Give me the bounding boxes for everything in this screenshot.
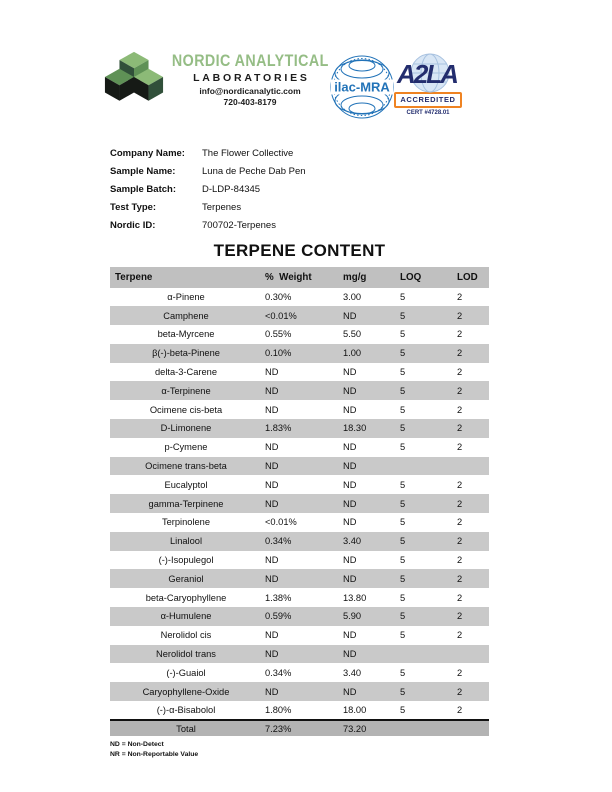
footnotes (110, 740, 198, 760)
terpene-name-cell: beta-Myrcene (157, 329, 215, 340)
weight-cell: ND (262, 569, 340, 588)
terpene-name-cell: Nerolidol cis (160, 630, 212, 641)
mgg-cell: ND (340, 306, 397, 325)
table-row (110, 457, 489, 476)
weight-cell: 0.34% (262, 532, 340, 551)
table-row (110, 607, 489, 626)
weight-cell: 1.80% (265, 704, 292, 715)
a2la-mark: A2LA (397, 59, 457, 89)
lab-phone: 720-403-8179 (223, 97, 277, 107)
info-field-label: Nordic ID: (110, 220, 156, 231)
table-row (110, 325, 489, 344)
weight-cell: ND (265, 479, 279, 490)
mgg-cell: ND (340, 569, 397, 588)
table-row (110, 645, 489, 664)
loq-cell: 5 (400, 667, 406, 678)
loq-cell: 5 (400, 479, 406, 490)
footnote-nr: NR = Non-Reportable Value (110, 751, 199, 759)
table-row (110, 438, 489, 457)
total-mgg: 73.20 (340, 720, 397, 737)
ilac-mra-badge-icon (329, 54, 395, 120)
loq-cell: 5 (397, 306, 454, 325)
weight-cell: <0.01% (265, 517, 297, 528)
terpene-name-cell: β(-)-beta-Pinene (110, 344, 262, 363)
loq-cell: 5 (400, 404, 406, 415)
terpene-name-cell: α-Pinene (167, 291, 205, 302)
table-row (110, 288, 489, 307)
terpene-name-cell: α-Terpinene (110, 381, 262, 400)
weight-cell: ND (265, 367, 279, 378)
table-row (110, 626, 489, 645)
sample-info-row (110, 202, 306, 220)
mgg-cell: ND (340, 381, 397, 400)
info-field-label: Sample Name: (110, 166, 176, 177)
weight-cell: ND (262, 381, 340, 400)
table-header-row (110, 267, 489, 288)
mgg-cell: 18.00 (343, 704, 367, 715)
lod-cell: 2 (457, 367, 463, 378)
table-row (110, 363, 489, 382)
loq-cell: 5 (400, 367, 406, 378)
weight-cell: ND (265, 404, 279, 415)
total-label: Total (110, 720, 262, 737)
loq-cell: 5 (400, 630, 406, 641)
mgg-cell: ND (343, 442, 357, 453)
accredited-label: ACCREDITED (394, 92, 462, 108)
lod-cell: 2 (454, 381, 489, 400)
info-field-value: Terpenes (202, 202, 242, 213)
terpene-name-cell: α-Humulene (110, 607, 262, 626)
page-title: TERPENE CONTENT (213, 241, 386, 260)
lod-cell: 2 (457, 404, 463, 415)
info-field-label: Sample Batch: (110, 184, 176, 195)
mgg-cell: ND (340, 682, 397, 701)
loq-cell: 5 (397, 419, 454, 438)
lod-cell: 2 (454, 494, 489, 513)
lod-cell: 2 (454, 569, 489, 588)
terpene-table-body (110, 288, 489, 720)
mgg-cell: 5.50 (343, 329, 362, 340)
terpene-name-cell: Nerolidol trans (110, 645, 262, 664)
table-row (110, 400, 489, 419)
loq-cell (397, 457, 454, 476)
table-row (110, 569, 489, 588)
table-row (110, 344, 489, 363)
loq-cell (397, 645, 454, 664)
lod-cell (454, 645, 489, 664)
mgg-cell: ND (343, 517, 357, 528)
mgg-cell: ND (343, 404, 357, 415)
table-row (110, 513, 489, 532)
footnote-nd: ND = Non-Detect (110, 741, 164, 748)
a2la-accredited-badge (394, 52, 462, 116)
info-field-label: Test Type: (110, 202, 157, 213)
terpene-name-cell: gamma-Terpinene (110, 494, 262, 513)
lod-cell: 2 (454, 419, 489, 438)
terpene-name-cell: D-Limonene (110, 419, 262, 438)
loq-cell: 5 (400, 555, 406, 566)
weight-cell: ND (262, 494, 340, 513)
col-lod: LOD (454, 267, 489, 288)
mgg-cell: 13.80 (343, 592, 367, 603)
terpene-name-cell: Ocimene trans-beta (110, 457, 262, 476)
weight-cell: ND (262, 645, 340, 664)
loq-cell: 5 (397, 344, 454, 363)
lod-cell: 2 (454, 532, 489, 551)
lod-cell: 2 (457, 479, 463, 490)
total-weight: 7.23% (262, 720, 340, 737)
loq-cell: 5 (400, 517, 406, 528)
loq-cell: 5 (397, 607, 454, 626)
mgg-cell: 18.30 (340, 419, 397, 438)
nordic-cubes-logo-icon (103, 49, 165, 105)
info-field-value: 700702-Terpenes (202, 220, 276, 231)
loq-cell: 5 (400, 592, 406, 603)
weight-cell: <0.01% (262, 306, 340, 325)
lod-cell: 2 (457, 291, 463, 302)
table-row (110, 551, 489, 570)
lod-cell (454, 457, 489, 476)
lod-cell: 2 (457, 667, 463, 678)
lab-subtitle: LABORATORIES (193, 72, 310, 84)
sample-info (110, 148, 306, 238)
mgg-cell: ND (340, 645, 397, 664)
weight-cell: ND (265, 442, 279, 453)
lod-cell: 2 (454, 306, 489, 325)
terpene-name-cell: Ocimene cis-beta (149, 404, 223, 415)
sample-info-row (110, 184, 306, 202)
lod-cell: 2 (457, 442, 463, 453)
lod-cell: 2 (454, 682, 489, 701)
sample-info-row (110, 148, 306, 166)
table-row (110, 532, 489, 551)
mgg-cell: 3.40 (340, 532, 397, 551)
weight-cell: 0.10% (262, 344, 340, 363)
loq-cell: 5 (397, 569, 454, 588)
weight-cell: 1.83% (262, 419, 340, 438)
weight-cell: 0.34% (265, 667, 292, 678)
lod-cell: 2 (454, 344, 489, 363)
lod-cell: 2 (457, 630, 463, 641)
table-row (110, 701, 489, 720)
terpene-table (110, 267, 489, 736)
terpene-name-cell: Geraniol (110, 569, 262, 588)
weight-cell: 1.38% (265, 592, 292, 603)
terpene-name-cell: (-)-α-Bisabolol (156, 704, 216, 715)
mgg-cell: 1.00 (340, 344, 397, 363)
col-terpene: Terpene (110, 267, 262, 288)
cert-number: CERT #4728.01 (406, 110, 450, 116)
table-row (110, 381, 489, 400)
lab-name: NORDIC ANALYTICAL (171, 51, 329, 70)
total-row (110, 720, 489, 737)
info-field-value: The Flower Collective (202, 148, 294, 159)
loq-cell: 5 (400, 291, 406, 302)
weight-cell: ND (262, 457, 340, 476)
terpene-name-cell: Linalool (110, 532, 262, 551)
loq-cell: 5 (400, 442, 406, 453)
terpene-name-cell: beta-Caryophyllene (145, 592, 227, 603)
weight-cell: ND (265, 555, 279, 566)
lod-cell: 2 (457, 517, 463, 528)
mgg-cell: ND (340, 457, 397, 476)
table-row (110, 494, 489, 513)
terpene-name-cell: (-)-Guaiol (166, 667, 206, 678)
a2la-globe-icon (394, 52, 462, 94)
loq-cell: 5 (400, 329, 406, 340)
table-row (110, 419, 489, 438)
col-mgg: mg/g (340, 267, 397, 288)
weight-cell: 0.30% (265, 291, 292, 302)
terpene-name-cell: Terpinolene (161, 517, 211, 528)
lod-cell: 2 (457, 704, 463, 715)
lab-identity (164, 51, 336, 107)
loq-cell: 5 (400, 704, 406, 715)
terpene-name-cell: Eucalyptol (164, 479, 208, 490)
loq-cell: 5 (397, 682, 454, 701)
terpene-name-cell: delta-3-Carene (154, 367, 217, 378)
lod-cell: 2 (457, 555, 463, 566)
terpene-name-cell: Camphene (110, 306, 262, 325)
terpene-name-cell: Caryophyllene-Oxide (110, 682, 262, 701)
ilac-mra-label: ilac-MRA (334, 79, 390, 95)
weight-cell: ND (265, 630, 279, 641)
weight-cell: 0.55% (265, 329, 292, 340)
info-field-value: D-LDP-84345 (202, 184, 261, 195)
loq-cell: 5 (397, 532, 454, 551)
sample-info-row (110, 220, 306, 238)
mgg-cell: ND (343, 367, 357, 378)
weight-cell: 0.59% (262, 607, 340, 626)
sample-info-row (110, 166, 306, 184)
terpene-name-cell: p-Cymene (164, 442, 208, 453)
lod-cell: 2 (457, 329, 463, 340)
table-row (110, 475, 489, 494)
mgg-cell: ND (340, 494, 397, 513)
lab-email: info@nordicanalytic.com (199, 86, 301, 96)
info-field-label: Company Name: (110, 148, 185, 159)
table-row (110, 663, 489, 682)
loq-cell: 5 (397, 381, 454, 400)
mgg-cell: ND (343, 479, 357, 490)
mgg-cell: 3.40 (343, 667, 362, 678)
loq-cell: 5 (397, 494, 454, 513)
mgg-cell: 3.00 (343, 291, 362, 302)
table-row (110, 306, 489, 325)
lod-cell: 2 (454, 607, 489, 626)
table-row (110, 682, 489, 701)
table-row (110, 588, 489, 607)
col-weight: % Weight (262, 267, 340, 288)
col-loq: LOQ (397, 267, 454, 288)
terpene-name-cell: (-)-Isopulegol (158, 555, 214, 566)
mgg-cell: ND (343, 630, 357, 641)
lod-cell: 2 (457, 592, 463, 603)
weight-cell: ND (262, 682, 340, 701)
mgg-cell: ND (343, 555, 357, 566)
mgg-cell: 5.90 (340, 607, 397, 626)
info-field-value: Luna de Peche Dab Pen (202, 166, 306, 177)
